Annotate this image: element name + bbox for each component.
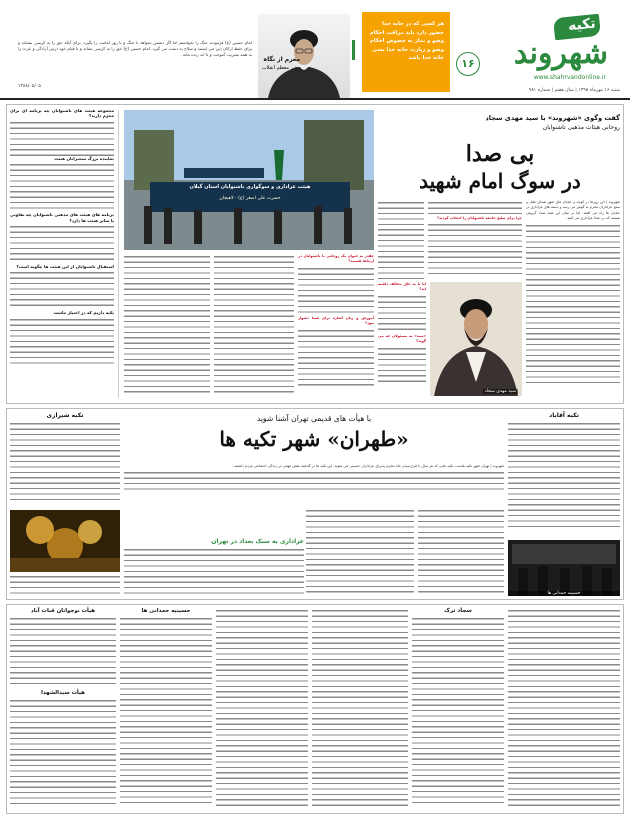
feature-title: «طهران» شهر تکیه ها [219, 427, 409, 451]
feature-lead-text: شهروند | تهران شهر تکیه هاست. تکیه هایی که هر سال با فرارسیدن ماه محرم پذیرای عزاداران حسینی می شوند. این تکیه ها در گذشته نقش مهمی در زندگی اجتماعی مردم داشتند. [233, 464, 504, 468]
leader-quote: امام حسین (ع) فرمودند جنگ را نخواستم اما اگر دشمن بخواهد با جنگ و با زور امامت را بگیرد، برای آنکه حق را به کرسی بنشاند و برای حفظ ارکان دین می ایستد و سلاح به دست می گیرد. امام حسین (ع) حق را به کرسی نشاند و با قیام خود درس آزادگی و عزت را به همه بشریت آموخت و تا ابد زنده ماند. [18, 40, 252, 58]
interview-q1: چرا برای تبلیغ جامعه ناشنوایان را انتخاب کردید؟ [436, 216, 522, 220]
interview-q3: چقدر به عنوان یک روحانی با ناشنوایان در ارتباط هستید؟ [298, 254, 374, 264]
interview-q5: «سید» به مسئولان چه می گوید؟ [378, 333, 426, 344]
bottom-col-2 [412, 608, 504, 810]
interview-col-2 [428, 200, 522, 280]
bottom-col-4 [216, 608, 308, 810]
chandelier-caption [10, 574, 120, 596]
cleric-portrait [430, 282, 522, 396]
feature-col-right [418, 508, 504, 596]
cleric-caption: سید مهدی سجاد [484, 389, 516, 394]
feature-lead [124, 464, 504, 504]
sejad-title: سجاد ترک [444, 608, 472, 614]
logo-main-text: شهروند [513, 36, 608, 71]
interview-col-6 [214, 254, 294, 396]
bottom-col-1 [508, 608, 620, 810]
quote-label: معرم از نگاه [263, 56, 300, 63]
interview-q2: آیا تا به حال مخالف داشته اید؟ [378, 282, 426, 292]
interview-kicker-2: روحانی هیئات مذهبی تاشنوایان [542, 124, 620, 131]
baghdad-title: عزاداری به سبک بغداد در تهران [211, 538, 304, 545]
feature-kicker: با هیأت های قدیمی تهران آشنا شوید [256, 414, 372, 423]
bottom-col-3 [312, 608, 408, 810]
interview-col-7 [124, 254, 210, 396]
sidebar-heading-4: استقبال ناشنوایان از این هیئت ها چگونه است؟ [16, 264, 114, 270]
header-divider [352, 40, 355, 60]
tekiye-photo-caption: حسینیه حمدانی ها [508, 591, 620, 596]
logo-top-text: تکیه [567, 15, 597, 35]
sidebar-heading-3: برنامه های هیئت های مذهبی ناشنوایان چه تفاوتی با سایر هیئت ها دارد؟ [10, 212, 114, 223]
photo-banner-text: هیئت عزاداری و سوگواری ناشنوایان استان گیلان [189, 184, 311, 190]
sidebar-heading-2: نماینده بزرگ سخنرانان هیئت [54, 155, 114, 161]
masthead-logo[interactable] [478, 14, 610, 86]
hosseinie-title: حسینیه حمدانی ها [141, 608, 191, 614]
promo-text: هر کسی که در خانه خدا حضور دارد باید مراقب احکام وضو و نماز به خصوص احکام وضو و زیارت خانه خدا یعنی خانه خدا باشد [369, 21, 444, 62]
bottom-col-5 [120, 608, 212, 810]
box-right-title: تکیه آقاباد [549, 412, 579, 419]
interview-title-2: در سوگ امام شهید [419, 169, 581, 193]
interview-lead [526, 200, 620, 396]
interview-lead-text: شهروند | این روزها در کوچه و خیابان های شهر صدای طبل و سنج عزاداران محرم به گوش می رسد و دسته های عزاداری در خیابان ها راه می افتند. اما در میان این همه صدا، گروهی هستند که بی صدا عزاداری می کنند. [526, 200, 620, 221]
interview-kicker: گفت وگوی «شهروند» با سید مهدی سجاد [485, 114, 620, 122]
page-number: ۱۶ [456, 52, 480, 76]
box-right [508, 412, 620, 538]
promo-box [362, 12, 450, 92]
feature-col-mid [306, 508, 414, 596]
feature-title-block [124, 414, 504, 460]
interview-title-block [380, 110, 620, 200]
interview-col-4 [378, 282, 426, 396]
left-sidebar-column [10, 108, 114, 400]
interview-q4: آموزش و زبان اشاره برای شما دشوار نبود؟ [298, 315, 374, 326]
quote-date: ۱۳۸۸/۰۵/۰۵ [18, 84, 41, 89]
baghdad-box [124, 538, 304, 596]
interview-col-5 [298, 254, 374, 396]
box-left-title: تکیه شیرازی [46, 412, 84, 419]
tekiye-photo [508, 540, 620, 596]
bottom-left2-title: هیأت سیدالشهدا [41, 690, 85, 696]
sidebar-heading-5: تکیه داریم که در اختیار ماست [53, 310, 114, 316]
site-url[interactable]: www.shahrvandonline.ir [533, 74, 606, 81]
interview-col-3 [378, 200, 424, 280]
quote-sub: رهبر معظم انقلاب [261, 65, 300, 71]
box-left [10, 412, 120, 508]
bottom-col-6 [10, 608, 116, 810]
interview-title: بی صدا [465, 141, 535, 167]
photo-banner-text-2: حضرت علی اصغر (ع) - لاهیجان [219, 196, 281, 201]
procession-photo [124, 110, 374, 250]
date-line: شنبه ۱۶ مهرماه ۱۳۹۵ | سال هفتم | شماره ۹۸۱ [528, 88, 620, 93]
sidebar-divider [118, 110, 119, 398]
bottom-left-title: هیأت نوجوانان قنات آباد [30, 608, 95, 614]
sidebar-heading-1: مجموعه هیئت های ناشنوایان چه برنامه ای برای محرم دارند؟ [10, 108, 114, 119]
chandelier-photo [10, 510, 120, 572]
